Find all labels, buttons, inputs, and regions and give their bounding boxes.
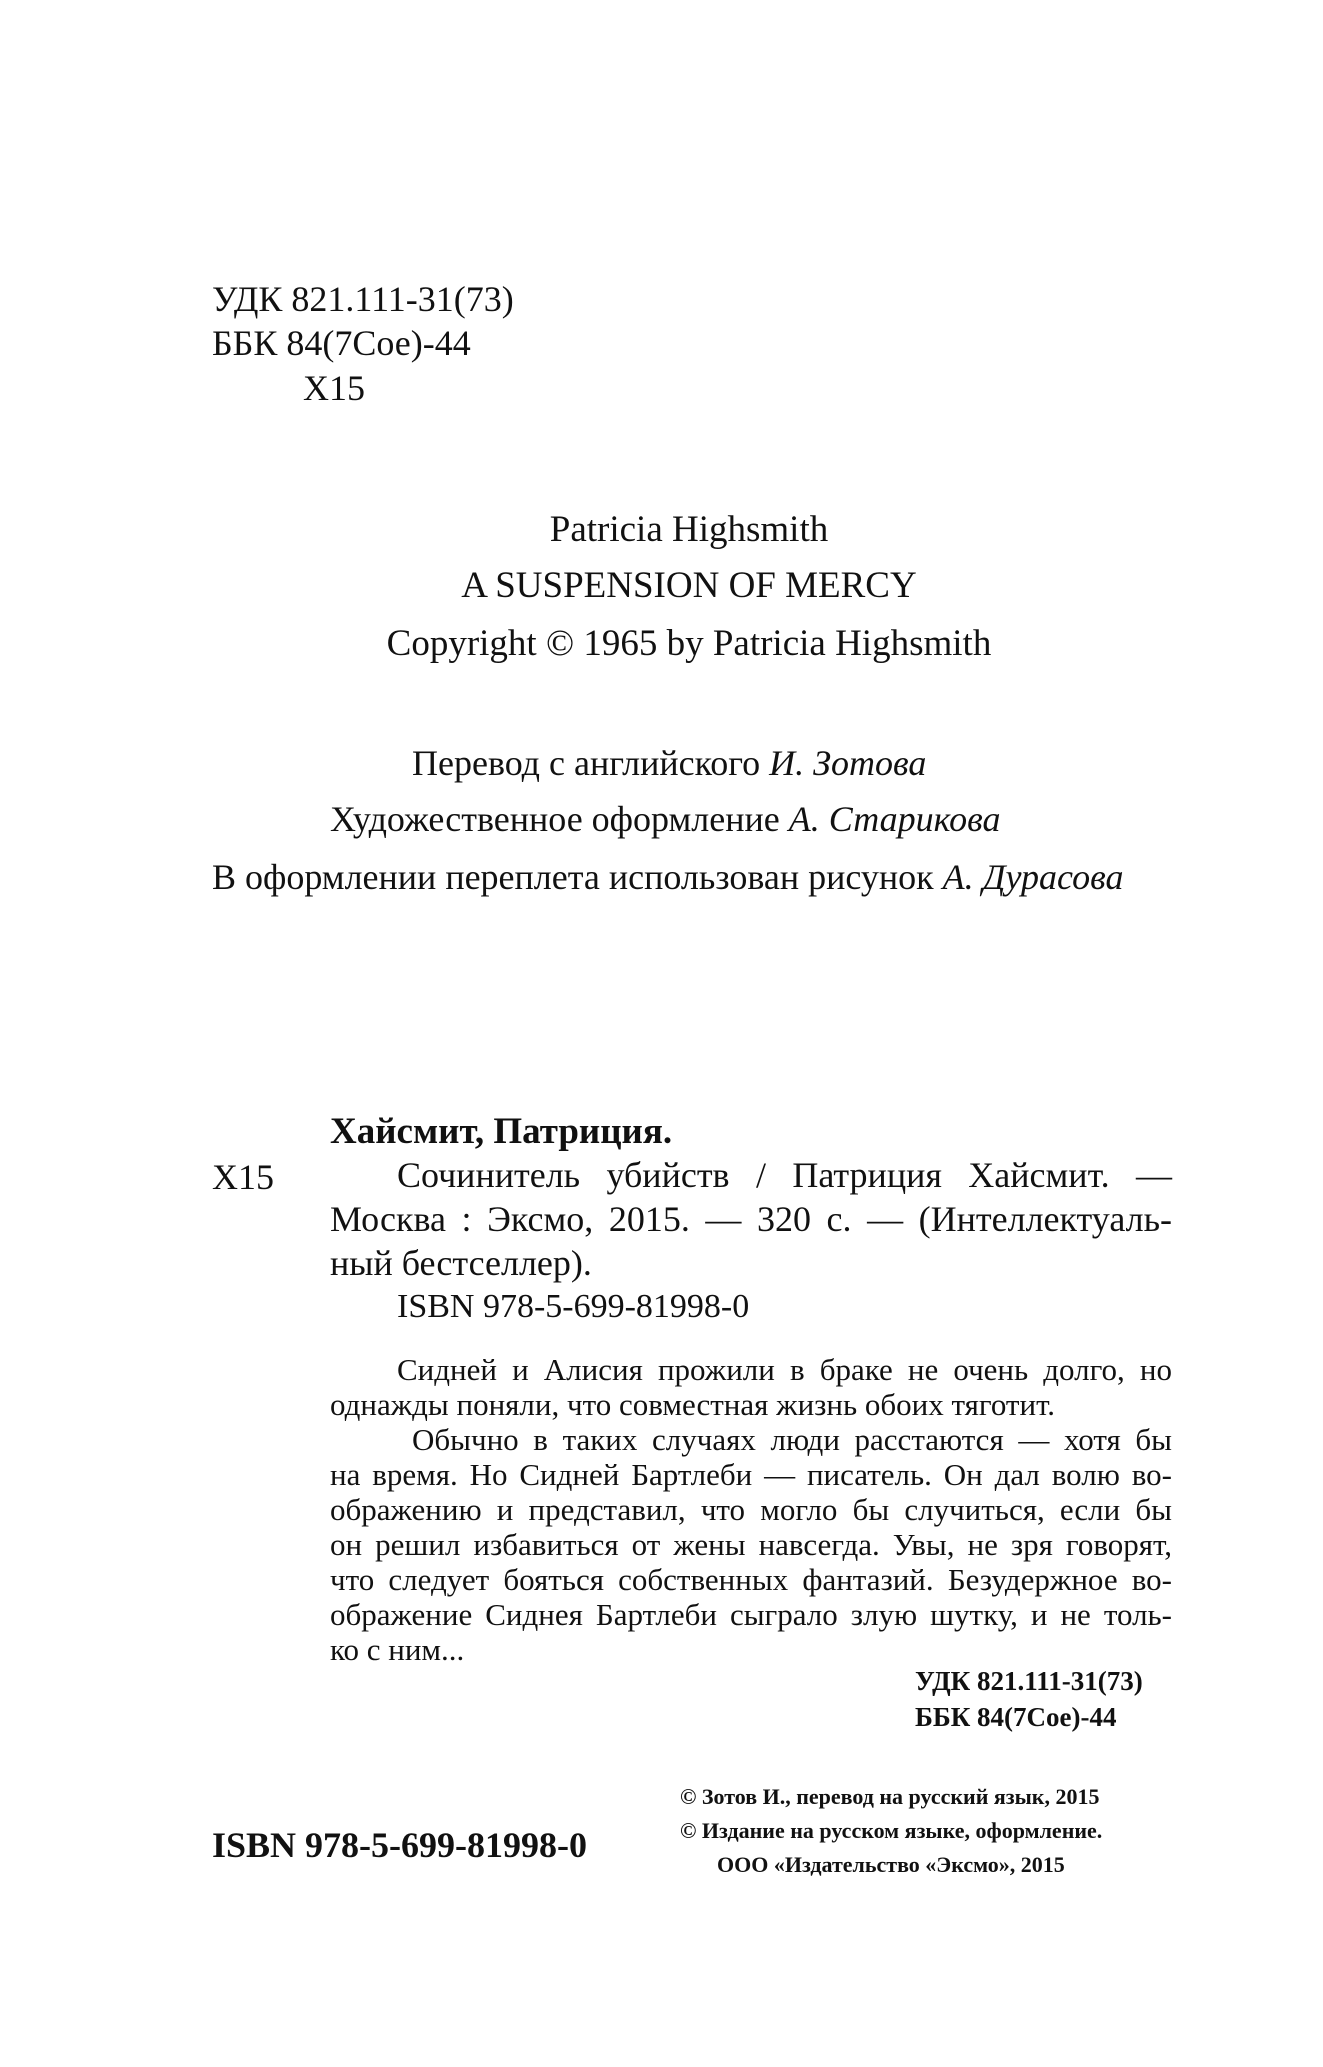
translation-prefix: Перевод с английского — [412, 743, 761, 783]
catalog-author-mark: Х15 — [212, 1157, 274, 1197]
copyright-translation: © Зотов И., перевод на русский язык, 2015 — [680, 1784, 1100, 1809]
catalog-line: ный бестселлер). — [330, 1243, 592, 1283]
copyright-edition: © Издание на русском языке, оформление. — [680, 1818, 1103, 1843]
catalog-line: Москва : Эксмо, 2015. — 320 с. — (Интеллектуаль- — [330, 1199, 1172, 1239]
annotation-line: что следует бояться собственных фантазий. Безудержное во- — [330, 1562, 1172, 1597]
annotation-line: ображение Сиднея Бартлеби сыграло злую шутку, и не толь- — [330, 1597, 1172, 1632]
isbn-footer: ISBN 978-5-699-81998-0 — [212, 1825, 587, 1865]
art-prefix: Художественное оформление — [330, 799, 780, 839]
copyright-publisher: ООО «Издательство «Эксмо», 2015 — [717, 1852, 1065, 1877]
author-mark: Х15 — [303, 368, 365, 408]
annotation-line: однажды поняли, что совместная жизнь обоих тяготит. — [330, 1387, 1056, 1422]
translation-credit — [412, 742, 926, 784]
original-author: Patricia Highsmith — [549, 509, 829, 550]
annotation-line: ображению и представил, что могло бы случиться, если бы — [330, 1492, 1172, 1527]
catalog-description — [330, 1153, 1172, 1285]
annotation-line: ко с ним... — [330, 1632, 465, 1667]
artist-name: А. Старикова — [788, 799, 1001, 839]
annotation-line: он решил избавиться от жены навсегда. Увы, не зря говорят, — [330, 1527, 1172, 1562]
cover-prefix: В оформлении переплета использован рисунок — [212, 857, 934, 897]
art-credit — [330, 798, 1001, 840]
annotation-line: на время. Но Сидней Бартлеби — писатель. Он дал волю во- — [330, 1457, 1172, 1492]
catalog-isbn: ISBN 978-5-699-81998-0 — [397, 1288, 750, 1325]
catalog-author-heading: Хайсмит, Патриция. — [330, 1111, 673, 1152]
annotation — [330, 1352, 1172, 1667]
annotation-line: Сидней и Алисия прожили в браке не очень долго, но — [397, 1352, 1172, 1387]
udk-code: УДК 821.111-31(73) — [212, 279, 514, 319]
annotation-line: Обычно в таких случаях люди расстаются — хотя бы — [412, 1422, 1172, 1457]
cover-artist-name: А. Дурасова — [942, 857, 1124, 897]
cover-credit — [212, 856, 1124, 898]
translator-name: И. Зотова — [769, 743, 927, 783]
bottom-bbk-code: ББК 84(7Сое)-44 — [915, 1702, 1117, 1732]
original-copyright: Copyright © 1965 by Patricia Highsmith — [386, 623, 992, 664]
catalog-line: Сочинитель убийств / Патриция Хайсмит. — — [397, 1155, 1172, 1195]
original-title: A SUSPENSION OF MERCY — [461, 565, 917, 606]
bottom-udk-code: УДК 821.111-31(73) — [915, 1666, 1143, 1696]
original-edition-block — [0, 508, 1323, 665]
bbk-code: ББК 84(7Сое)-44 — [212, 323, 471, 363]
